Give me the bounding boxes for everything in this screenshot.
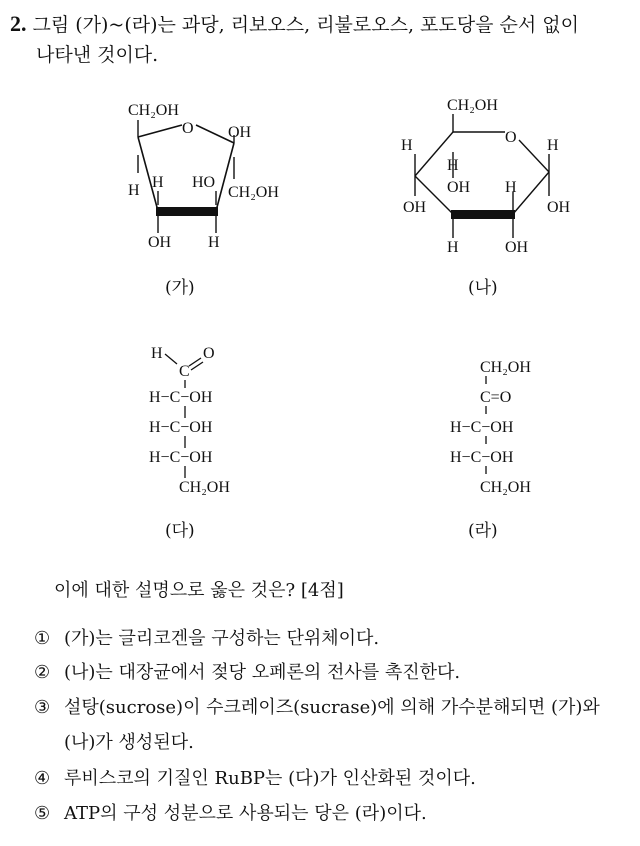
caption-ra: (라) — [468, 521, 498, 541]
na-ring-o: O — [505, 129, 517, 146]
ra-row2: H−C−OH — [450, 449, 514, 466]
na-h-inner2: H — [505, 179, 517, 196]
choice-3-text: 설탕(sucrose)이 수크레이즈(sucrase)에 의해 가수분해되면 (가)와 — [64, 697, 600, 718]
choice-5-text: ATP의 구성 성분으로 사용되는 당은 (라)이다. — [64, 803, 427, 824]
ra-row1: H−C−OH — [450, 419, 514, 436]
ga-h-left1: H — [128, 182, 140, 199]
na-oh-inner: OH — [447, 179, 471, 196]
choice-4-mark: ④ — [34, 768, 51, 789]
ga-ho-right: HO — [192, 174, 216, 191]
choice-2[interactable] — [34, 658, 634, 684]
choice-1-text: (가)는 글리코겐을 구성하는 단위체이다. — [64, 628, 380, 649]
ra-co: C=O — [480, 389, 512, 406]
question-stem — [10, 6, 635, 43]
da-c1: C — [179, 363, 190, 380]
na-oh-right: OH — [547, 199, 571, 216]
choice-5[interactable] — [34, 799, 634, 825]
stem-line-1: 그림 (가)~(라)는 과당, 리보오스, 리불로오스, 포도당을 순서 없이 — [32, 14, 579, 36]
caption-na: (나) — [468, 278, 498, 298]
caption-ga: (가) — [165, 278, 195, 298]
structure-na — [395, 92, 595, 267]
na-ch2oh-top: CH₂OH — [447, 97, 498, 114]
da-o: O — [203, 345, 215, 362]
na-h-left: H — [401, 137, 413, 154]
choice-4-text: 루비스코의 기질인 RuBP는 (다)가 인산화된 것이다. — [64, 768, 476, 789]
da-h: H — [151, 345, 163, 362]
na-h-inner: H — [447, 157, 459, 174]
na-h-right: H — [547, 137, 559, 154]
question-prompt: 이에 대한 설명으로 옳은 것은? [4점] — [54, 580, 344, 601]
na-oh-left: OH — [403, 199, 427, 216]
stem-line-2: 나타낸 것이다. — [36, 44, 159, 66]
ra-ch2oh-top: CH₂OH — [480, 359, 531, 376]
na-oh-bottom: OH — [505, 239, 529, 256]
choice-1[interactable] — [34, 624, 634, 650]
choice-3-mark: ③ — [34, 697, 51, 718]
caption-da: (다) — [165, 521, 195, 541]
da-row1: H−C−OH — [149, 389, 213, 406]
ga-ch2oh-top: CH₂OH — [128, 102, 179, 119]
ga-oh-bottom: OH — [148, 234, 172, 251]
choice-4[interactable] — [34, 764, 634, 790]
structure-da — [145, 340, 265, 500]
da-ch2oh: CH₂OH — [179, 479, 230, 496]
structure-ra — [448, 350, 568, 500]
da-row3: H−C−OH — [149, 449, 213, 466]
choice-3-continuation: (나)가 생성된다. — [64, 732, 194, 753]
ga-oh-right: OH — [228, 124, 252, 141]
structure-ga — [100, 95, 320, 265]
na-h-bottom: H — [447, 239, 459, 256]
ga-ch2oh-right: CH₂OH — [228, 184, 279, 201]
choice-2-mark: ② — [34, 662, 51, 683]
ga-ring-o: O — [182, 120, 194, 137]
ga-h-bottom: H — [208, 234, 220, 251]
ga-h-left2: H — [152, 174, 164, 191]
question-number: 2. — [10, 11, 27, 36]
ra-ch2oh-bottom: CH₂OH — [480, 479, 531, 496]
da-row2: H−C−OH — [149, 419, 213, 436]
choice-1-mark: ① — [34, 628, 51, 649]
choice-3[interactable] — [34, 693, 634, 719]
choice-2-text: (나)는 대장균에서 젖당 오페론의 전사를 촉진한다. — [64, 662, 461, 683]
choice-5-mark: ⑤ — [34, 803, 51, 824]
